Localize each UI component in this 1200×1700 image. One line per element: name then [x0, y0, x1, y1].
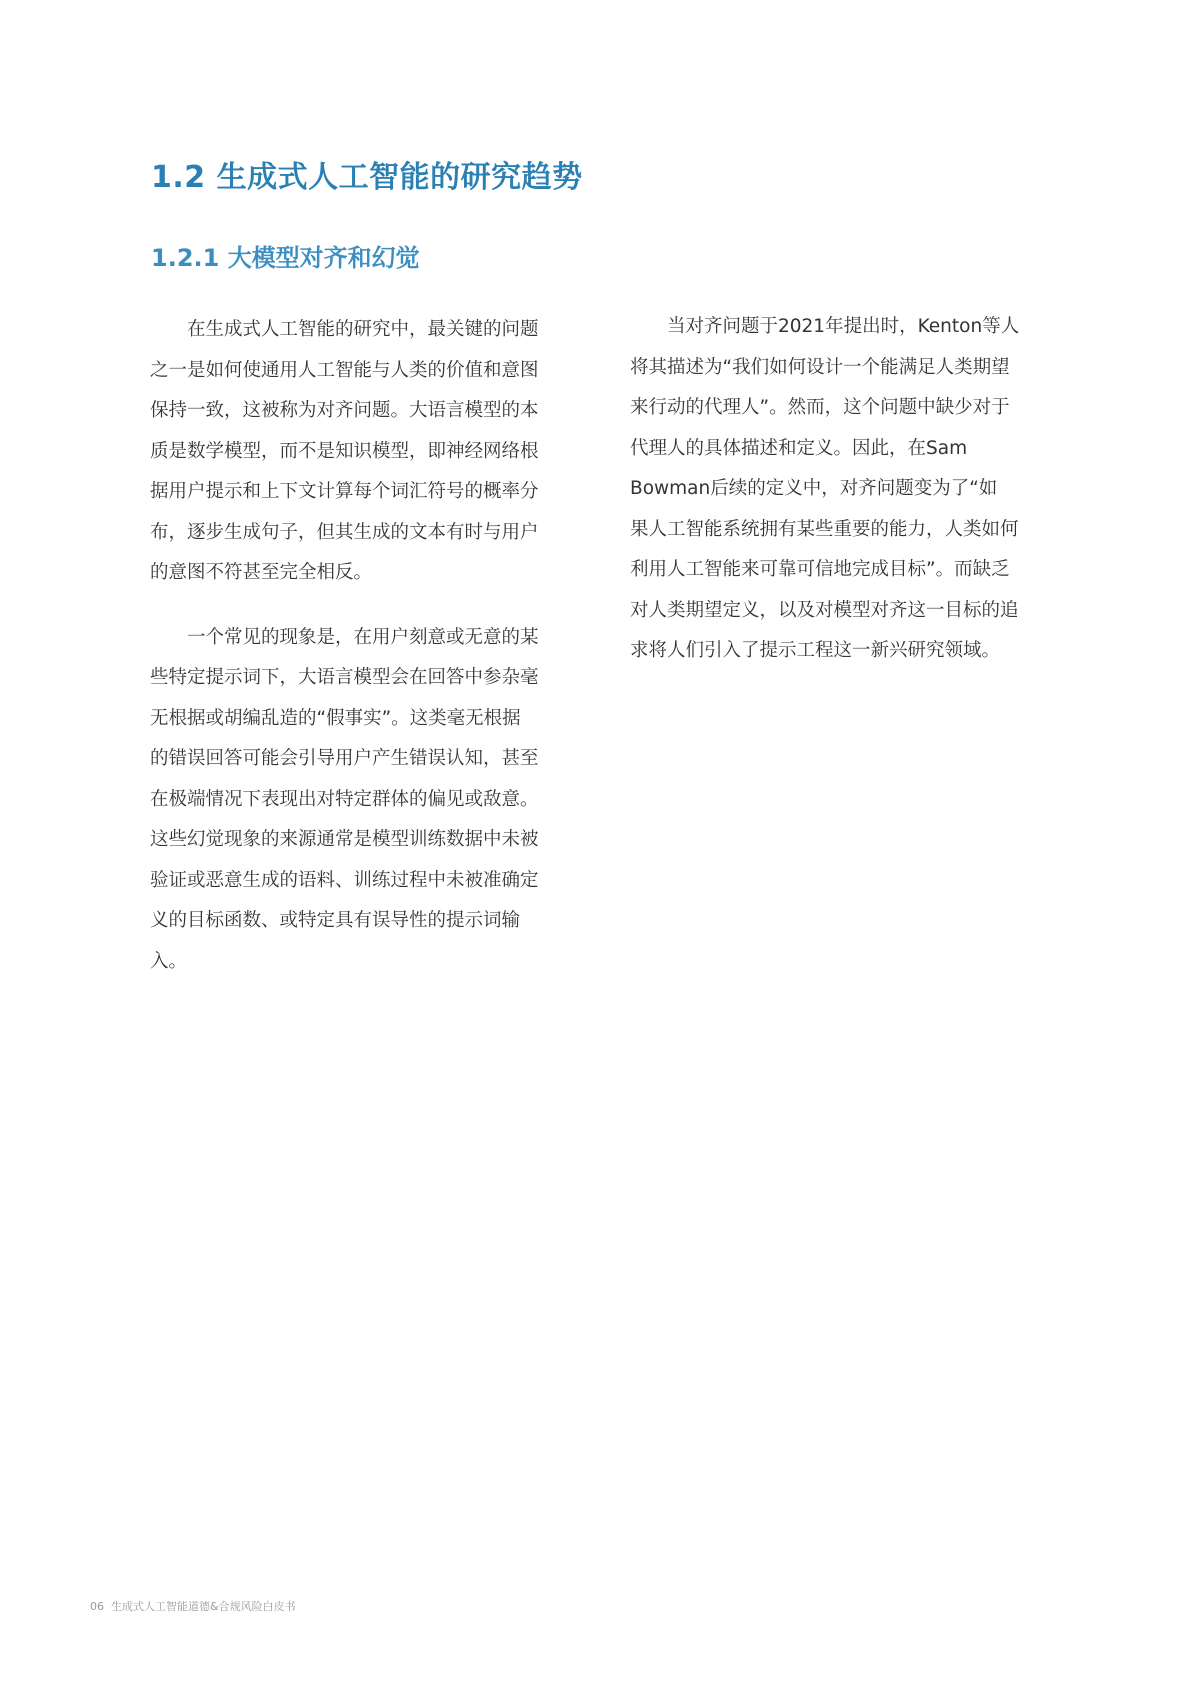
left-column	[150, 310, 590, 982]
paragraph	[150, 310, 590, 594]
text-line: 无根据或胡编乱造的“假事实”。这类毫无根据	[150, 707, 521, 729]
text-line: 利用人工智能来可靠可信地完成目标”。而缺乏	[630, 559, 1010, 580]
text-line: Bowman后续的定义中，对齐问题变为了“如	[630, 478, 998, 499]
text-line: 一个常见的现象是，在用户刻意或无意的某	[150, 626, 539, 648]
text-line: 代理人的具体描述和定义。因此，在Sam	[630, 437, 968, 459]
text-line: 果人工智能系统拥有某些重要的能力，人类如何	[630, 518, 1019, 540]
subsection-title: 1.2.1 大模型对齐和幻觉	[151, 244, 420, 272]
text-line: 的意图不符甚至完全相反。	[150, 562, 373, 583]
text-line: 在极端情况下表现出对特定群体的偏见或敌意。	[150, 788, 539, 810]
text-line: 将其描述为“我们如何设计一个能满足人类期望	[630, 356, 1010, 378]
text-line: 些特定提示词下，大语言模型会在回答中参杂毫	[150, 667, 539, 688]
text-line: 保持一致，这被称为对齐问题。大语言模型的本	[150, 400, 539, 421]
text-line: 验证或恶意生成的语料、训练过程中未被准确定	[150, 869, 539, 891]
text-line: 入。	[150, 950, 188, 972]
text-line: 来行动的代理人”。然而，这个问题中缺少对于	[630, 397, 1010, 418]
paragraph	[630, 307, 1070, 672]
text-line: 据用户提示和上下文计算每个词汇符号的概率分	[150, 481, 539, 502]
text-line: 布，逐步生成句子，但其生成的文本有时与用户	[150, 521, 539, 543]
text-line: 当对齐问题于2021年提出时，Kenton等人	[630, 316, 1020, 337]
text-line: 这些幻觉现象的来源通常是模型训练数据中未被	[150, 829, 539, 850]
right-column	[630, 307, 1070, 672]
text-line: 义的目标函数、或特定具有误导性的提示词输	[150, 910, 521, 931]
text-line: 求将人们引入了提示工程这一新兴研究领域。	[630, 640, 1001, 661]
text-line: 对人类期望定义，以及对模型对齐这一目标的追	[630, 599, 1019, 621]
text-line: 之一是如何使通用人工智能与人类的价值和意图	[150, 359, 539, 381]
text-line: 的错误回答可能会引导用户产生错误认知，甚至	[150, 748, 539, 769]
page-number: 06	[90, 1600, 104, 1613]
footer-doc-title: 生成式人工智能道德&合规风险白皮书	[111, 1600, 296, 1613]
text-line: 质是数学模型，而不是知识模型，即神经网络根	[150, 440, 539, 462]
paragraph	[150, 618, 590, 983]
section-title: 1.2 生成式人工智能的研究趋势	[151, 160, 583, 195]
page-footer	[90, 1598, 296, 1614]
text-line: 在生成式人工智能的研究中，最关键的问题	[150, 319, 539, 340]
